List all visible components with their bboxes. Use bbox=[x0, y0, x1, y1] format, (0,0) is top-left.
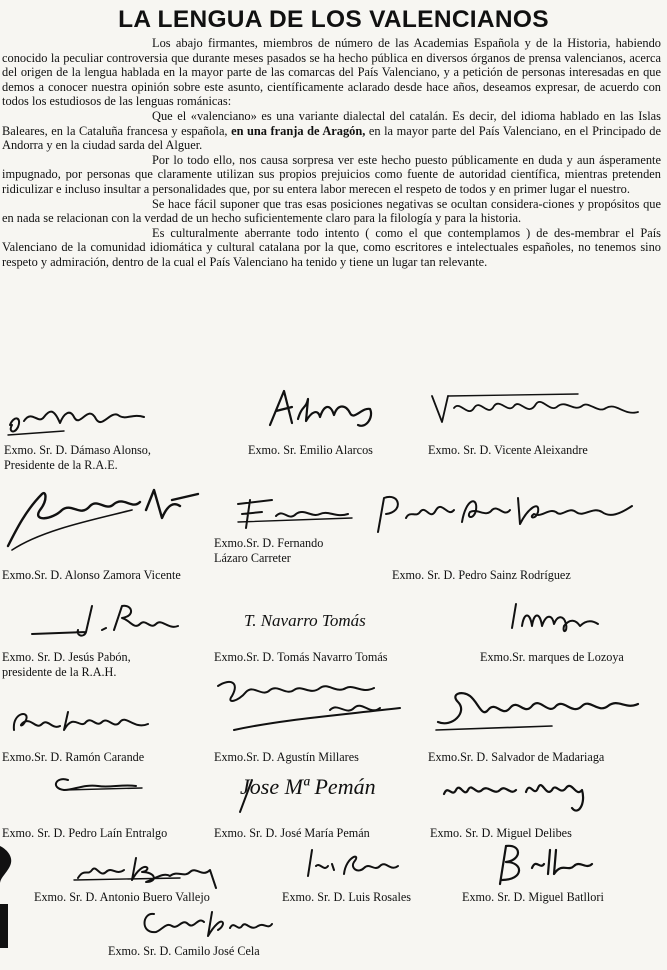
signatory-rosales: Exmo. Sr. D. Luis Rosales bbox=[282, 890, 411, 904]
signature-delibes bbox=[436, 768, 606, 825]
signatory-zamora: Exmo.Sr. D. Alonso Zamora Vicente bbox=[2, 568, 181, 582]
signatory-batllori: Exmo. Sr. D. Miguel Batllori bbox=[462, 890, 604, 904]
paragraph-5: Es culturalmente aberrante todo intento ( como el que contemplamos ) de des-membrar el País Valenciano de la comunidad idiomática y cultural catalana por la que, como escritores e intelectuales españoles, no tenemos sino respeto y admiración, dentro de la cual el País Valenciano ha tenido y tiene un lugar tan relevante. bbox=[2, 225, 661, 269]
paragraph-2: Que el «valenciano» es una variante dialectal del catalán. Es decir, del idioma hablado en las Islas Baleares, en la Cataluña francesa y española, en una franja de Aragón, en la mayor parte del País Valenciano, en el Principado de Andorra y en la ciudad sarda del Alguer. bbox=[2, 108, 661, 153]
signature-navarro bbox=[240, 604, 400, 639]
signatory-madariaga: Exmo.Sr. D. Salvador de Madariaga bbox=[428, 750, 605, 764]
signatory-navarro: Exmo.Sr. D. Tomás Navarro Tomás bbox=[214, 650, 388, 664]
signatory-alonso: Exmo. Sr. D. Dámaso Alonso, Presidente de la R.A.E. bbox=[4, 443, 151, 472]
signatory-lain: Exmo. Sr. D. Pedro Laín Entralgo bbox=[2, 826, 168, 840]
signature-millares bbox=[210, 672, 410, 747]
document-title: LA LENGUA DE LOS VALENCIANOS bbox=[118, 6, 549, 33]
signatory-sainz: Exmo. Sr. D. Pedro Sainz Rodríguez bbox=[392, 568, 571, 582]
signatory-alarcos: Exmo. Sr. Emilio Alarcos bbox=[248, 443, 373, 457]
signature-aleixandre bbox=[428, 388, 653, 433]
signatory-pabon: Exmo. Sr. D. Jesús Pabón, presidente de la R.A.H. bbox=[2, 650, 131, 679]
signatory-delibes: Exmo. Sr. D. Miguel Delibes bbox=[430, 826, 572, 840]
signatory-peman: Exmo. Sr. D. José María Pemán bbox=[214, 826, 370, 840]
paragraph-3: Por lo todo ello, nos causa sorpresa ver este hecho puesto públicamente en duda y aun ásperamente impugnado, por personas que claramente utilizan sus propios prejuicios como fuente de autoridad científica, mientras pretenden ridiculizar e incluso insultar a personalidades que, por su entera labor merecen el respeto de todos y en primer lugar el nuestro. bbox=[2, 152, 661, 196]
signatory-millares: Exmo.Sr. D. Agustín Millares bbox=[214, 750, 359, 764]
svg-text:Jose Mª Pemán: Jose Mª Pemán bbox=[240, 774, 376, 799]
signature-sainz bbox=[370, 488, 640, 548]
signatory-cela: Exmo. Sr. D. Camilo José Cela bbox=[108, 944, 260, 958]
paragraph-1: Los abajo firmantes, miembros de número de las Academias Española y de la Historia, habiendo conocido la peculiar controversia que durante meses pasados se ha hecho pública en diversos órganos de prensa valencianos, acerca del origen de la lengua hablada en la mayor parte de las comarcas del País Valenciano, y a petición de personas interesadas en que demos a conocer nuestra opinión sobre este asunto, científicamente aclarado desde hace años, deseamos expresar, de acuerdo con todos los estudiosos de las lenguas románicas: bbox=[2, 36, 661, 109]
signatory-lazaro: Exmo.Sr. D. Fernando Lázaro Carreter bbox=[214, 536, 324, 565]
signature-cela bbox=[138, 904, 278, 949]
signature-alonso bbox=[4, 395, 154, 445]
emblem-mark-lower bbox=[0, 904, 12, 953]
signature-batllori bbox=[492, 840, 602, 893]
signature-lain bbox=[44, 766, 154, 811]
signature-zamora bbox=[2, 480, 202, 560]
signatory-buero: Exmo. Sr. D. Antonio Buero Vallejo bbox=[34, 890, 210, 904]
emblem-mark bbox=[0, 844, 16, 895]
signature-carande bbox=[8, 700, 158, 745]
signatory-aleixandre: Exmo. Sr. D. Vicente Aleixandre bbox=[428, 443, 588, 457]
signature-buero bbox=[70, 848, 230, 893]
signatory-lozoya: Exmo.Sr. marques de Lozoya bbox=[480, 650, 624, 664]
signature-pabon bbox=[26, 600, 186, 647]
paragraph-4: Se hace fácil suponer que tras esas posiciones negativas se ocultan considera-ciones y propósitos que en nada se relacionan con la verdad de un hecho suficientemente claro para la filología y para la historia. bbox=[2, 196, 661, 226]
svg-text:T. Navarro Tomás: T. Navarro Tomás bbox=[244, 611, 366, 630]
signatory-carande: Exmo.Sr. D. Ramón Carande bbox=[2, 750, 145, 764]
signature-madariaga bbox=[432, 682, 652, 742]
letter-body bbox=[2, 36, 661, 270]
signature-lozoya bbox=[506, 596, 606, 641]
signature-rosales bbox=[302, 842, 412, 887]
signature-lazaro bbox=[232, 494, 362, 539]
signature-alarcos bbox=[262, 385, 382, 440]
signature-peman bbox=[232, 764, 412, 825]
